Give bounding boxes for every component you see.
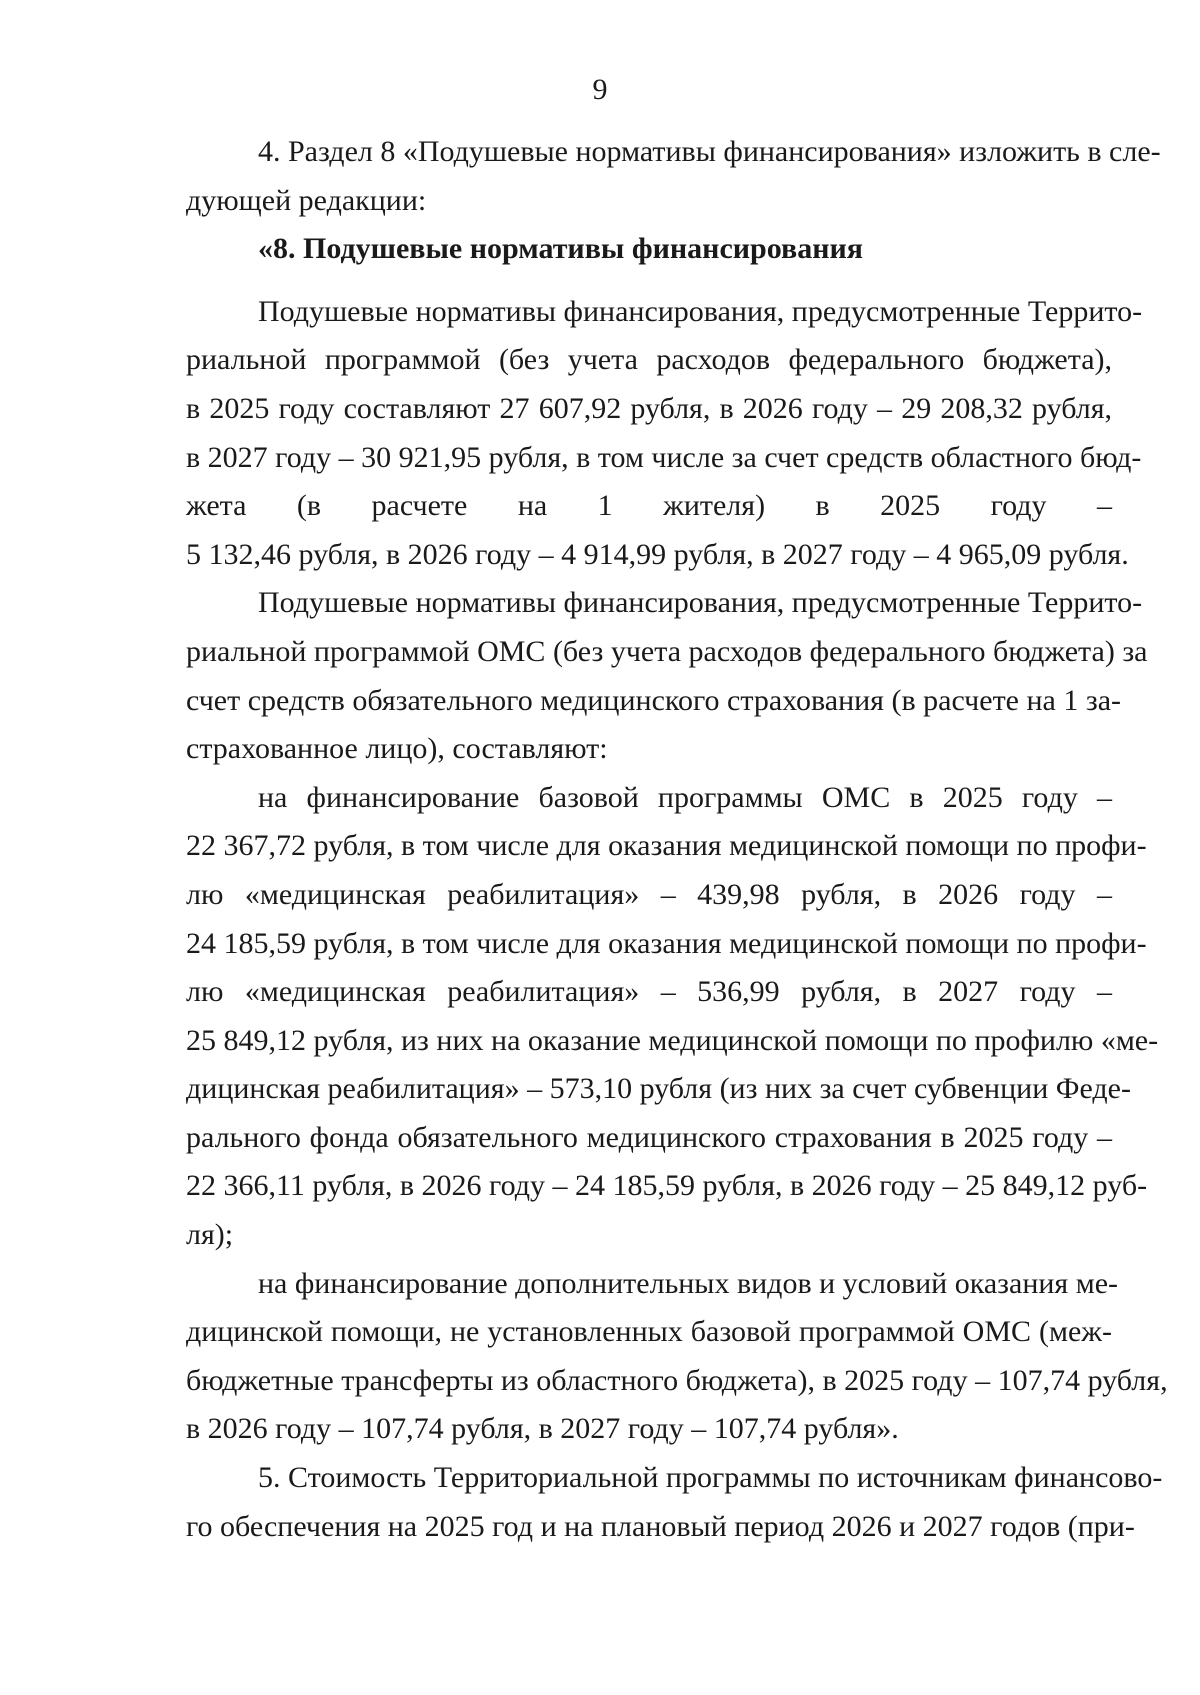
text-line: 4. Раздел 8 «Подушевые нормативы финансирования» изложить в сле- <box>258 135 1161 168</box>
text-line: дицинской помощи, не установленных базовой программой ОМС (меж- <box>186 1315 1112 1349</box>
text-line: жета (в расчете на 1 жителя) в 2025 году – <box>186 489 1112 523</box>
text-line: 22 367,72 рубля, в том числе для оказания медицинской помощи по профи- <box>186 829 1147 863</box>
text-line: 24 185,59 рубля, в том числе для оказания медицинской помощи по профи- <box>186 926 1147 960</box>
text-line: 5 132,46 рубля, в 2026 году – 4 914,99 рубля, в 2027 году – 4 965,09 рубля. <box>186 537 1129 571</box>
text-line: го обеспечения на 2025 год и на плановый период 2026 и 2027 годов (при- <box>186 1509 1135 1543</box>
text-line: Подушевые нормативы финансирования, предусмотренные Террито- <box>258 586 1143 620</box>
page-number: 9 <box>592 73 608 106</box>
text-line: дицинская реабилитация» – 573,10 рубля (из них за счет субвенции Феде- <box>186 1072 1131 1106</box>
text-line: в 2025 году составляют 27 607,92 рубля, в 2026 году – 29 208,32 рубля, <box>186 391 1112 425</box>
text-line: 22 366,11 рубля, в 2026 году – 24 185,59 рубля, в 2026 году – 25 849,12 руб- <box>186 1169 1148 1203</box>
text-line: риальной программой (без учета расходов федерального бюджета), <box>186 343 1112 377</box>
text-line: 25 849,12 рубля, из них на оказание медицинской помощи по профилю «ме- <box>186 1023 1159 1057</box>
text-line: счет средств обязательного медицинского страхования (в расчете на 1 за- <box>186 683 1122 717</box>
text-line: ля); <box>186 1218 234 1252</box>
text-line: на финансирование дополнительных видов и условий оказания ме- <box>258 1266 1119 1300</box>
text-line: лю «медицинская реабилитация» – 536,99 рубля, в 2027 году – <box>186 975 1112 1009</box>
document-body <box>186 128 1168 1551</box>
text-line: бюджетные трансферты из областного бюджета), в 2025 году – 107,74 рубля, <box>186 1363 1168 1397</box>
text-line: на финансирование базовой программы ОМС в 2025 году – <box>258 780 1112 814</box>
section-heading: «8. Подушевые нормативы финансирования <box>258 232 863 266</box>
text-line: рального фонда обязательного медицинского страхования в 2025 году – <box>186 1120 1112 1154</box>
text-line: страхованное лицо), составляют: <box>186 732 608 766</box>
text-line: дующей редакции: <box>186 183 427 217</box>
text-line: в 2026 году – 107,74 рубля, в 2027 году – 107,74 рубля». <box>186 1412 899 1446</box>
text-line: 5. Стоимость Территориальной программы по источникам финансово- <box>258 1461 1163 1495</box>
text-line: лю «медицинская реабилитация» – 439,98 рубля, в 2026 году – <box>186 877 1112 911</box>
text-line: Подушевые нормативы финансирования, предусмотренные Террито- <box>258 294 1143 328</box>
text-line: риальной программой ОМС (без учета расходов федерального бюджета) за <box>186 634 1148 668</box>
text-line: в 2027 году – 30 921,95 рубля, в том числе за счет средств областного бюд- <box>186 440 1142 474</box>
